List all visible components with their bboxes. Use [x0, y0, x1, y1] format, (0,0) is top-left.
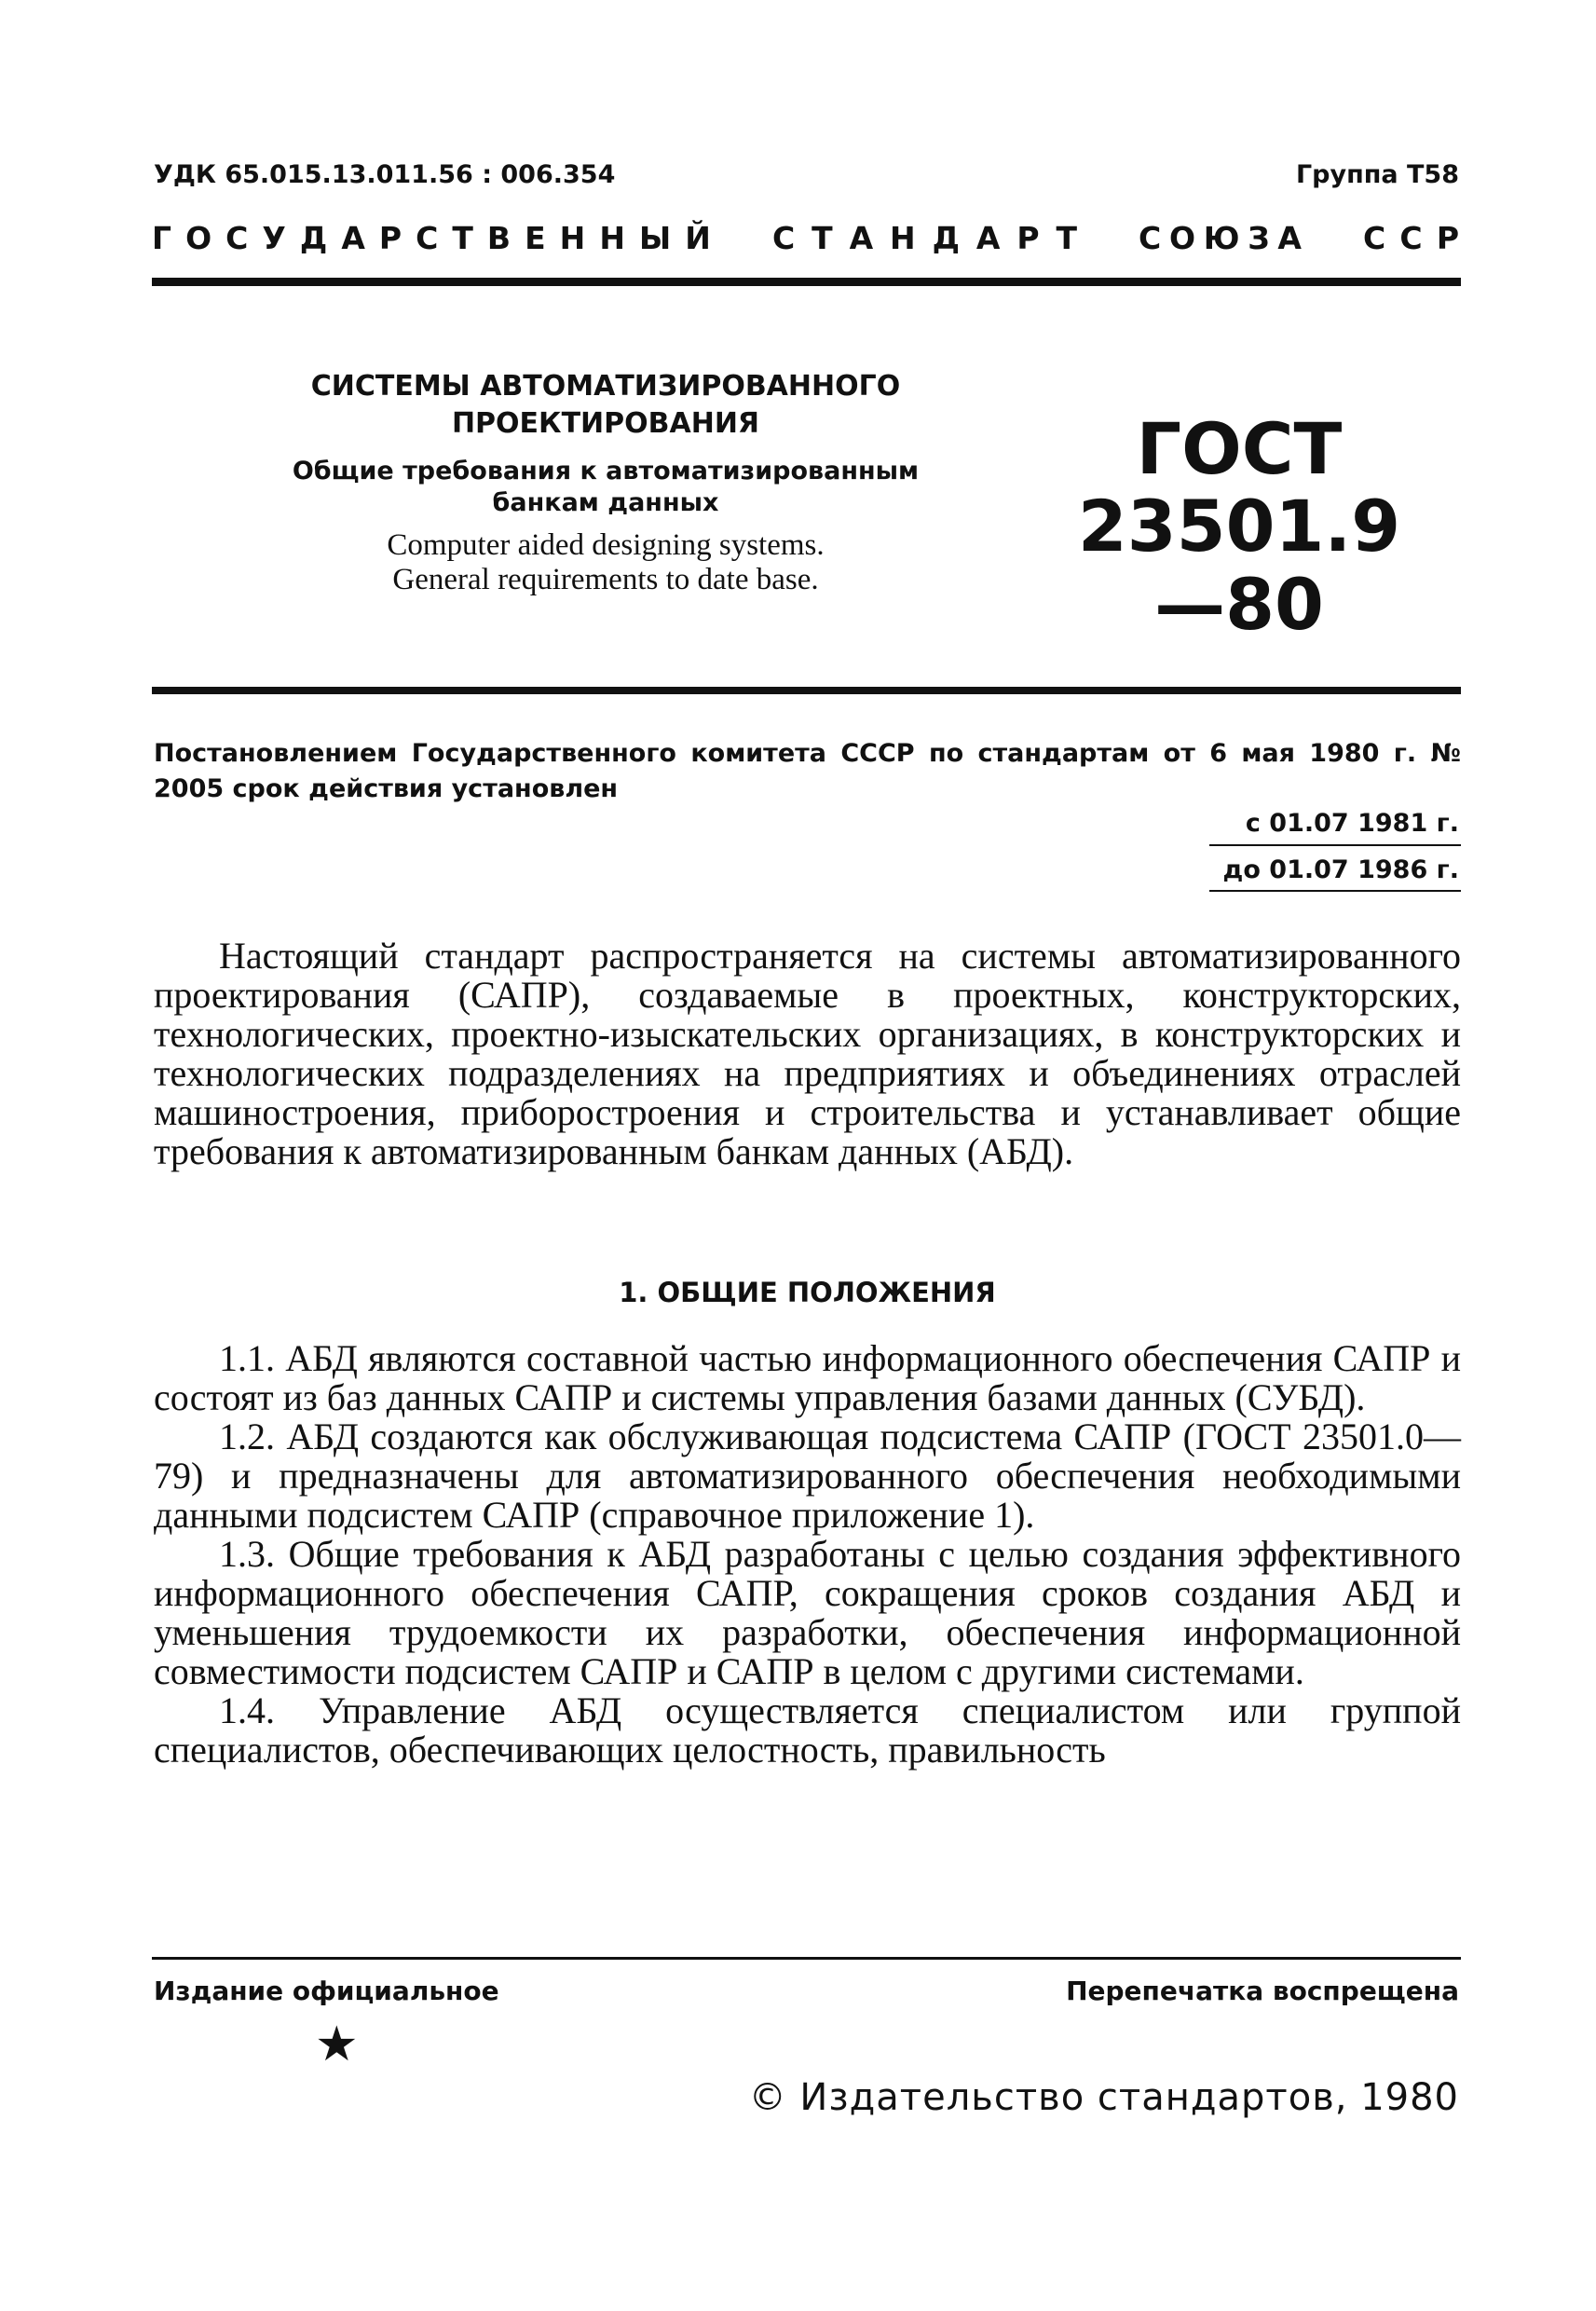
date-to-underline [1209, 890, 1461, 892]
paragraph-1-1: 1.1. АБД являются составной частью информационного обеспечения САПР и состоят из баз данных САПР и системы управления базами данных (СУБД). [154, 1337, 1461, 1418]
header-word-3 [1139, 220, 1302, 256]
header-letter: Е [525, 220, 546, 256]
header-letter: Д [932, 220, 960, 256]
paragraph-1-2: 1.2. АБД создаются как обслуживающая подсистема САПР (ГОСТ 23501.0—79) и предназначены для автоматизированного обеспечения необходимыми данными подсистем САПР (справочное приложение 1). [154, 1415, 1461, 1536]
date-to: до 01.07 1986 г. [1222, 855, 1459, 884]
header-letter: С [225, 220, 249, 256]
gost-label: ГОСТ [1136, 407, 1343, 490]
header-letter: С [1363, 220, 1386, 256]
standard-header [152, 220, 1459, 256]
header-letter: Р [1016, 220, 1040, 256]
header-letter: А [975, 220, 1001, 256]
paragraph-1-3: 1.3. Общие требования к АБД разработаны с целью создания эффективного информационного обеспечения САПР, сокращения сроков создания АБД и уменьшения трудоемкости их разработки, обеспечения информационной совместимости подсистем САПР и САПР в целом с другими системами. [154, 1533, 1461, 1692]
header-letter: А [341, 220, 365, 256]
reprint-prohibited: Перепечатка воспрещена [1066, 1976, 1459, 2006]
footer-rule [152, 1957, 1461, 1960]
header-letter: Т [1056, 220, 1077, 256]
title-rule [152, 687, 1461, 694]
header-word-4 [1363, 220, 1459, 256]
paragraph-1-4: 1.4. Управление АБД осуществляется специалистом или группой специалистов, обеспечивающих целостность, правильность [154, 1689, 1461, 1771]
section-title: 1. ОБЩИЕ ПОЛОЖЕНИЯ [619, 1277, 996, 1308]
decree-text: Постановлением Государственного комитета СССР по стандартам от 6 мая 1980 г. № 2005 срок действия установлен [154, 739, 1461, 803]
header-letter: С [1139, 220, 1162, 256]
header-letter: Ы [638, 220, 672, 256]
header-letter: Т [452, 220, 473, 256]
header-word-1 [152, 220, 711, 256]
header-letter: Ю [1203, 220, 1240, 256]
section-1-body [154, 1339, 1461, 1770]
intro-paragraph: Настоящий стандарт распространяется на системы автоматизированного проектирования (САПР), создаваемые в проектных, конструкторских, технологических, проектно-изыскательских организациях, в конструкторских и технологических подразделениях на предприятиях и объединениях отраслей машиностроения, приборостроения и строительства и устанавливает общие требования к автоматизированным банкам данных (АБД). [154, 935, 1461, 1172]
header-rule [152, 278, 1461, 286]
subtitle-line-1: Общие требования к автоматизированным [292, 457, 920, 485]
header-letter: С [1399, 220, 1423, 256]
publisher-copyright: © Издательство стандартов, 1980 [748, 2076, 1459, 2119]
group-code: Группа Т58 [1295, 160, 1459, 189]
official-edition: Издание официальное [154, 1976, 499, 2006]
header-letter: В [486, 220, 512, 256]
header-letter: О [185, 220, 212, 256]
header-letter: С [772, 220, 796, 256]
date-from-underline [1209, 844, 1461, 846]
header-letter: О [1168, 220, 1196, 256]
header-word-2 [772, 220, 1077, 256]
english-title-line-1: Computer aided designing systems. [387, 528, 825, 562]
date-from: с 01.07 1981 г. [1245, 809, 1459, 838]
header-letter: С [416, 220, 439, 256]
header-letter: Н [599, 220, 625, 256]
header-letter: У [262, 220, 286, 256]
title-block [261, 368, 950, 597]
header-letter: Т [812, 220, 833, 256]
title-line-2: ПРОЕКТИРОВАНИЯ [451, 407, 760, 440]
udk-code: УДК 65.015.13.011.56 : 006.354 [154, 160, 616, 189]
header-letter: А [1277, 220, 1302, 256]
header-letter: Н [559, 220, 586, 256]
gost-number: 23501.9—80 [1077, 485, 1401, 646]
intro-section [154, 937, 1461, 1171]
header-letter: Д [299, 220, 328, 256]
header-letter: Й [685, 220, 711, 256]
english-title-line-2: General requirements to date base. [392, 563, 819, 596]
subtitle-line-2: банкам данных [492, 488, 719, 517]
star-icon: ★ [315, 2017, 359, 2072]
title-line-1: СИСТЕМЫ АВТОМАТИЗИРОВАННОГО [310, 370, 901, 403]
header-letter: Н [890, 220, 916, 256]
header-letter: Р [1436, 220, 1459, 256]
header-letter: Г [152, 220, 172, 256]
header-letter: З [1248, 220, 1270, 256]
header-letter: Р [378, 220, 402, 256]
header-letter: А [849, 220, 874, 256]
